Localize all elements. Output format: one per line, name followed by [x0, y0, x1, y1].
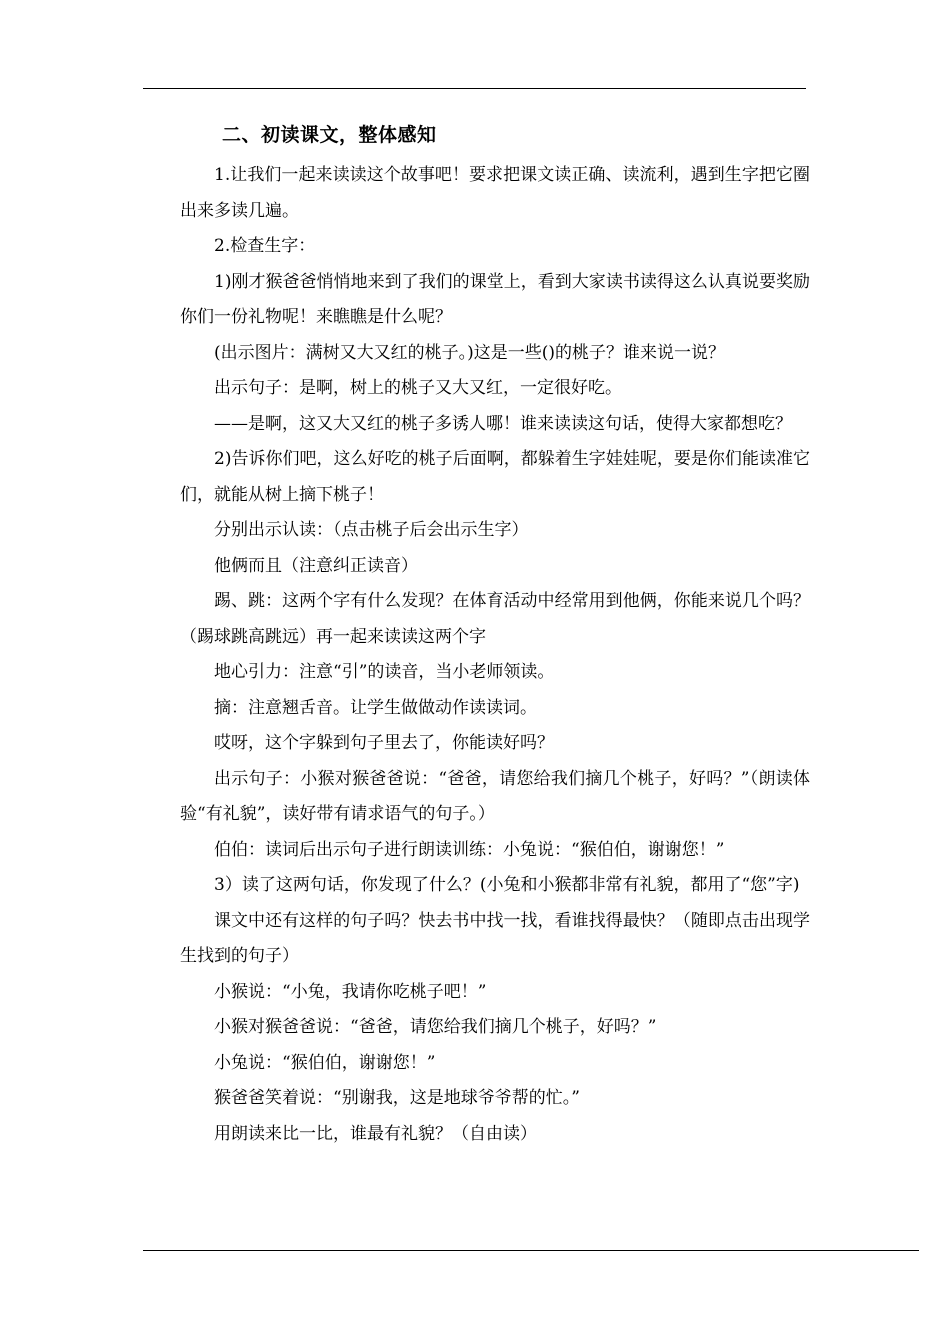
paragraph: 2.检查生字： — [214, 236, 316, 256]
footer-rule — [143, 1250, 919, 1251]
paragraph: 课文中还有这样的句子吗？快去书中找一找，看谁找得最快？（随即点击出现学生找到的句子） — [180, 910, 810, 966]
paragraph: 分别出示认读：（点击桃子后会出示生字） — [214, 520, 529, 540]
paragraph: 他俩而且（注意纠正读音） — [214, 555, 418, 576]
paragraph: 摘：注意翘舌音。让学生做做动作读读词。 — [214, 697, 537, 718]
paragraph: 地心引力：注意“引”的读音，当小老师领读。 — [214, 662, 555, 682]
paragraph: 用朗读来比一比，谁最有礼貌？（自由读） — [214, 1123, 537, 1144]
body-text — [180, 158, 810, 1152]
paragraph: 2)告诉你们吧，这么好吃的桃子后面啊，都躲着生字娃娃呢，要是你们能读准它们，就能从树上摘下桃子！ — [180, 449, 810, 505]
paragraph: 小猴说：“小兔，我请你吃桃子吧！” — [214, 981, 487, 1002]
paragraph: 出示句子：是啊，树上的桃子又大又红，一定很好吃。 — [214, 378, 622, 398]
paragraph: (出示图片：满树又大又红的桃子。)这是一些()的桃子？谁来说一说？ — [214, 342, 726, 363]
paragraph: ——是啊，这又大又红的桃子多诱人哪！谁来读读这句话，使得大家都想吃？ — [214, 413, 792, 434]
paragraph: 出示句子：小猴对猴爸爸说：“爸爸，请您给我们摘几个桃子，好吗？”（朗读体验“有礼貌”，读好带有请求语气的句子。） — [180, 768, 810, 824]
paragraph: 小兔说：“猴伯伯，谢谢您！” — [214, 1052, 436, 1073]
paragraph: 3）读了这两句话，你发现了什么？(小兔和小猴都非常有礼貌，都用了“您”字) — [214, 875, 800, 895]
paragraph: 哎呀，这个字躲到句子里去了，你能读好吗？ — [214, 733, 554, 753]
paragraph: 小猴对猴爸爸说：“爸爸，请您给我们摘几个桃子，好吗？” — [214, 1017, 657, 1037]
paragraph: 1)刚才猴爸爸悄悄地来到了我们的课堂上，看到大家读书读得这么认真说要奖励你们一份礼物呢！来瞧瞧是什么呢？ — [180, 271, 810, 327]
paragraph: 踢、跳：这两个字有什么发现？在体育活动中经常用到他俩，你能来说几个吗？（踢球跳高跳远）再一起来读读这两个字 — [180, 591, 810, 647]
paragraph: 猴爸爸笑着说：“别谢我，这是地球爷爷帮的忙。” — [214, 1088, 580, 1108]
section-heading: 二、初读课文，整体感知 — [222, 124, 437, 146]
header-rule — [143, 88, 806, 89]
paragraph: 1.让我们一起来读读这个故事吧！要求把课文读正确、读流利，遇到生字把它圈出来多读几遍。 — [180, 165, 810, 221]
paragraph: 伯伯：读词后出示句子进行朗读训练：小兔说：“猴伯伯，谢谢您！” — [214, 839, 725, 860]
